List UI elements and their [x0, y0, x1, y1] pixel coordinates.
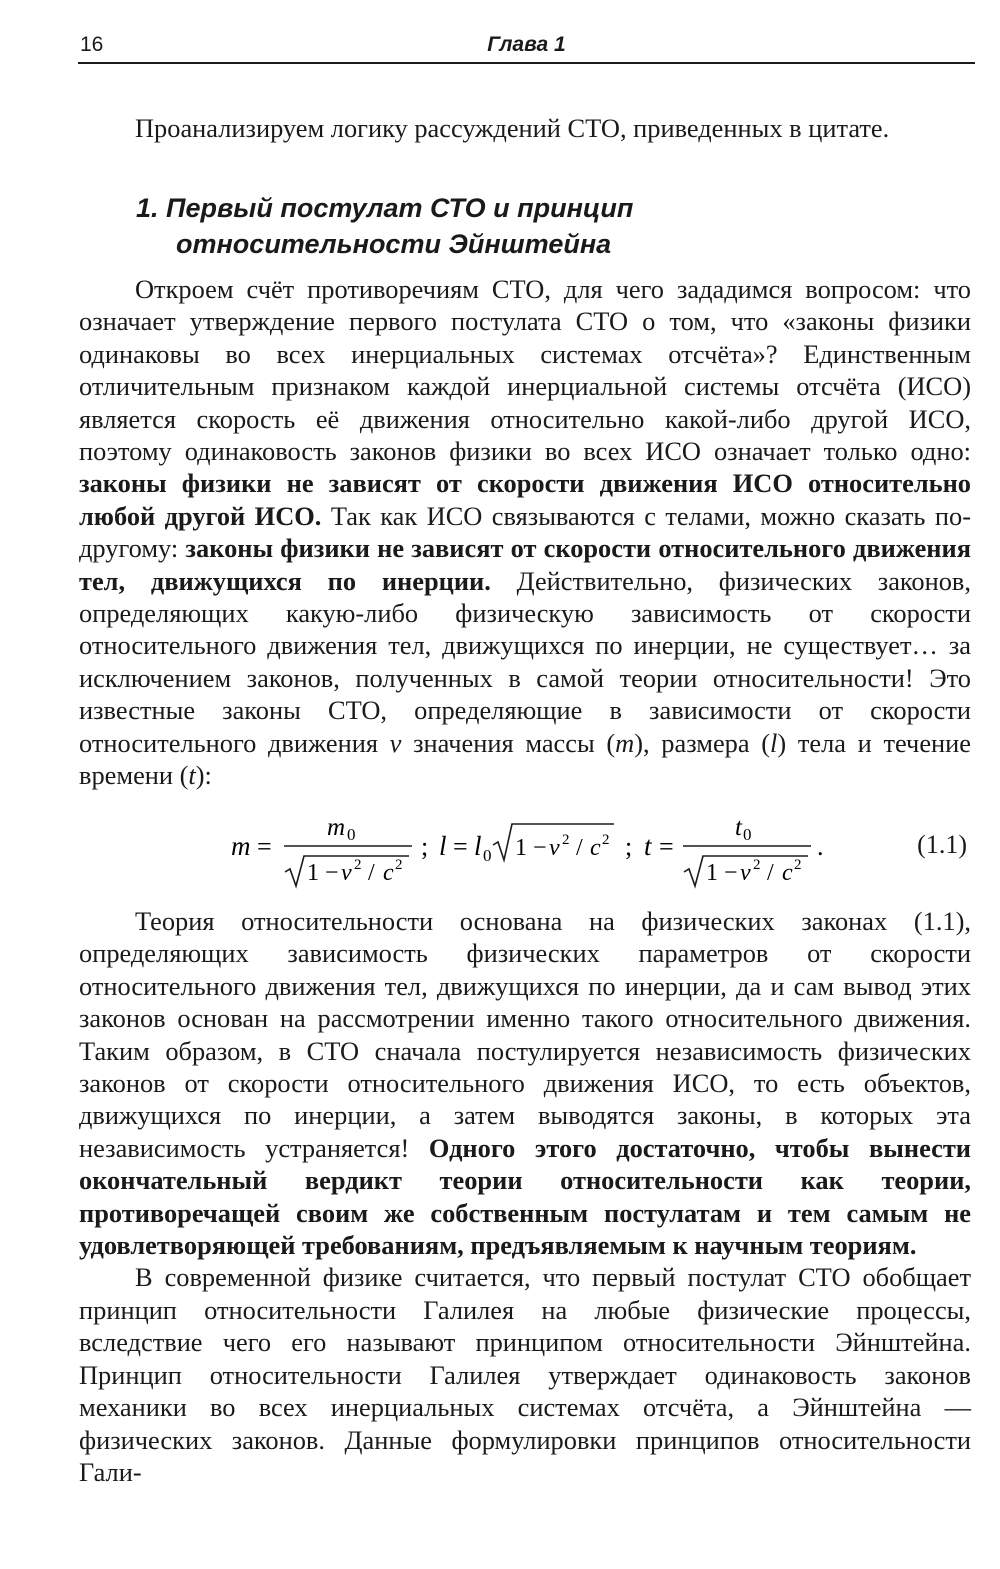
paragraph-3: В современной физике считается, что первый постулат СТО обобщает принцип относительности Галилея на любые физические процессы, вследствие чего его называют принципом относительности Эйнштейна. Принцип относительности Галилея утверждает одинаковость законов механики во всех инерциальных системах отсчёта, а Эйнштейна — физических законов. Данные формулировки принципов относительности Гали-: [79, 1262, 971, 1487]
formula-v-3: v: [740, 860, 751, 886]
intro-block: [79, 112, 971, 144]
section-title-line1: Первый постулат СТО и принцип: [166, 193, 634, 223]
p1-text-f: ), размера (: [634, 727, 771, 758]
p1-bold-1: законы физики не зависят от скорости движения ИСО относительно любой другой ИСО.: [79, 468, 971, 531]
formula-semicolon-1: ;: [421, 832, 429, 861]
formula-one-minus-2: 1 −: [515, 835, 547, 861]
p1-var-l: l: [770, 727, 778, 758]
formula-c-sq-2: 2: [602, 832, 610, 848]
p2-text: Теория относительности основана на физических законах (1.1), определяющих зависимость физических параметров от скорости относительного движения тел, движущихся по инерции, да и сам вывод этих законов основан на рассмотрении именно такого относительного движения. Таким образом, в СТО сначала постулируется независимость физических законов от скорости относительного движения ИСО, то есть объектов, движущихся по инерции, а затем выводятся законы, в которых эта независимость устраняется!: [79, 906, 971, 1163]
formula-c-3: c: [782, 860, 793, 886]
formula-eq-1: =: [257, 832, 272, 861]
formula-1-1: [79, 808, 971, 898]
paragraph-1: [79, 273, 971, 792]
formula-t0-sub: 0: [743, 825, 752, 844]
formula-v-1: v: [341, 860, 352, 886]
formula-v-sq-3: 2: [753, 857, 761, 873]
formula-c-sq-1: 2: [395, 857, 403, 873]
formula-c-sq-3: 2: [794, 857, 802, 873]
section-title-line2: относительности Эйнштейна: [176, 229, 612, 259]
p1-text-d: Действительно, физических законов, определяющих какую-либо физическую зависимость от скорости относительного движения тел, движущихся по инерции, не существует… за исключением законов, полученных в самой теории относительности! Это известные законы СТО, определяющие в зависимости от скорости относительного движения: [79, 565, 971, 758]
p1-var-t: t: [188, 760, 196, 791]
formula-slash-2: /: [576, 835, 583, 861]
formula-c-1: c: [383, 860, 394, 886]
paragraph-2: [79, 905, 971, 1261]
formula-one-minus-3: 1 −: [706, 860, 738, 886]
formula-t: t: [644, 831, 652, 861]
formula-m: m: [231, 831, 251, 861]
formula-slash-3: /: [767, 860, 774, 886]
formula-l: l: [439, 831, 447, 861]
formula-m0-sub: 0: [347, 825, 356, 844]
p1-text-h: ):: [195, 760, 212, 791]
p1-text-g: ) тела и течение времени (: [79, 727, 971, 791]
formula-c-2: c: [590, 835, 601, 861]
formula-one-minus-1: 1 −: [307, 860, 339, 886]
running-header: [78, 28, 975, 64]
p2-bold: Одного этого достаточно, чтобы вынести окончательный вердикт теории относительности как теории, противоречащей своим же собственным постулатам и тем самым не удовлетворяющей требованиям, предъявляемым к научным теориям.: [79, 1132, 971, 1261]
equation-number: (1.1): [917, 830, 967, 859]
formula-dot: .: [817, 832, 824, 861]
formula-semicolon-2: ;: [625, 832, 633, 861]
section-heading: [136, 190, 836, 262]
p1-text-e: значения массы (: [401, 727, 616, 758]
formula-eq-2: =: [453, 832, 468, 861]
formula-v-2: v: [549, 835, 560, 861]
formula-eq-3: =: [659, 832, 674, 861]
intro-paragraph: Проанализируем логику рассуждений СТО, приведенных в цитате.: [135, 113, 890, 143]
formula-svg: [79, 808, 971, 898]
formula-l0-sub: 0: [483, 846, 492, 865]
chapter-title: Глава 1: [487, 33, 566, 56]
paragraph-2-block: [79, 905, 971, 1488]
p1-bold-2: законы физики не зависят от скорости относительного движения тел, движущихся по инерции.: [79, 533, 971, 596]
p1-text-c: Так как ИСО связываются с телами, можно сказать по-другому:: [79, 500, 972, 564]
formula-t0: t: [735, 814, 742, 841]
formula-slash-1: /: [368, 860, 375, 886]
paragraph-1-block: [79, 273, 971, 792]
formula-m0: m: [327, 814, 346, 841]
formula-l0: l: [474, 831, 482, 861]
page-number: 16: [80, 33, 104, 56]
p1-var-v: v: [389, 727, 402, 758]
section-number: 1.: [136, 193, 159, 223]
p1-var-m: m: [615, 727, 635, 758]
formula-v-sq-1: 2: [354, 857, 362, 873]
formula-v-sq-2: 2: [562, 832, 570, 848]
p1-text-a: Откроем счёт противоречиям СТО, для чего зададимся вопросом: что означает утверждение первого постулата СТО о том, что «законы физики одинаковы во всех инерциальных системах отсчёта»? Единственным отличительным признаком каждой инерциальной системы отсчёта (ИСО) является скорость её движения относительно какой-либо другой ИСО, поэтому одинаковость законов физики во всех ИСО означает только одно:: [79, 274, 971, 467]
